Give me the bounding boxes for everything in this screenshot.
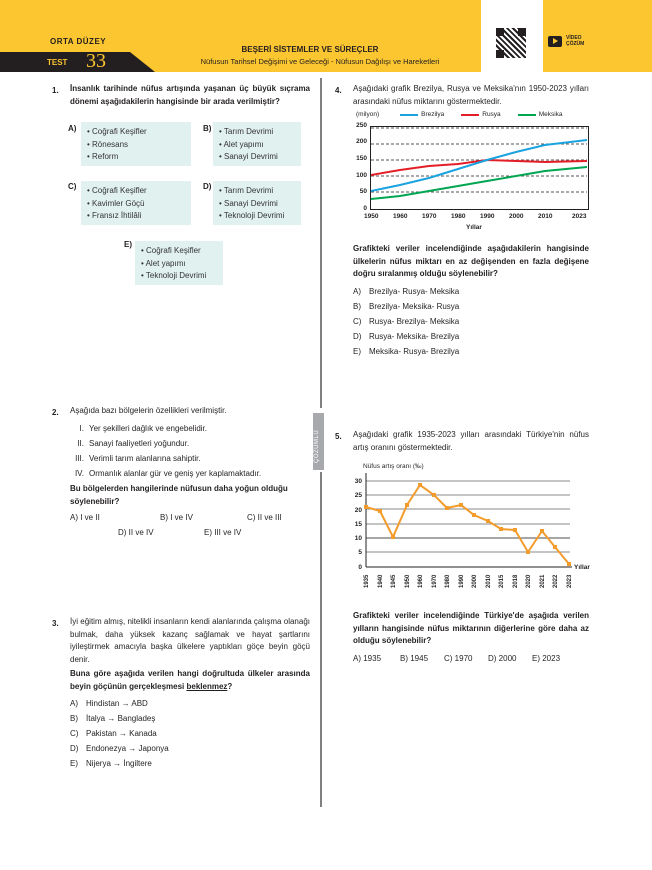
choice-e[interactable]: E) Meksika- Rusya- Brezilya [353, 347, 460, 356]
svg-text:5: 5 [358, 549, 362, 556]
svg-text:2018: 2018 [513, 574, 519, 588]
test-label: TEST [47, 58, 68, 67]
svg-text:2010: 2010 [486, 574, 492, 588]
population-chart-plot [371, 127, 587, 208]
question-number: 3. [52, 619, 59, 628]
question-number: 4. [335, 86, 342, 95]
question-intro: Aşağıdaki grafik 1935-2023 yılları arasındaki Türkiye'nin nüfus artış oranını göstermektedir. [353, 430, 589, 452]
svg-text:Yıllar: Yıllar [574, 564, 590, 571]
svg-text:1940: 1940 [378, 574, 384, 588]
option-letter[interactable]: B) [203, 124, 212, 133]
y-tick: 0 [363, 205, 367, 212]
statement: I. Yer şekilleri dağlık ve engebelidir. [79, 424, 207, 433]
choice-a[interactable]: A) 1935 [353, 654, 382, 663]
x-tick: 1950 [364, 213, 379, 220]
solution-label: ÇÖZÜM [566, 41, 585, 47]
unit-title: BEŞERİ SİSTEMLER VE SÜREÇLER [241, 45, 379, 54]
choice-e[interactable]: E) Nijerya → İngiltere [70, 759, 152, 768]
legend-swatch-mexico [518, 114, 536, 116]
svg-text:1970: 1970 [432, 574, 438, 588]
choice-d[interactable]: D) Rusya- Meksika- Brezilya [353, 332, 460, 341]
population-chart [370, 126, 589, 210]
choice-a[interactable]: A) Hindistan → ABD [70, 699, 148, 708]
statement-list [70, 421, 310, 481]
svg-text:10: 10 [354, 535, 362, 542]
question-text: Bu bölgelerden hangilerinde nüfusun daha yoğun olduğu söylenebilir? [70, 484, 288, 506]
option-letter[interactable]: C) [68, 182, 77, 191]
growth-rate-chart [352, 472, 592, 602]
svg-text:20: 20 [354, 507, 362, 514]
option-item: • Fransız İhtilâli [87, 211, 142, 220]
column-divider [320, 472, 322, 807]
choice-c[interactable]: C) Pakistan → Kanada [70, 729, 157, 738]
option-letter[interactable]: D) [203, 182, 212, 191]
question-number: 2. [52, 408, 59, 417]
svg-text:15: 15 [354, 521, 362, 528]
legend-swatch-brazil [400, 114, 418, 116]
y-axis-unit: (milyon) [356, 111, 380, 118]
question-text: Grafikteki veriler incelendiğinde aşağıdakilerin hangisinde ülkelerin nüfus miktarı en az değişenden en fazla değişene doğru sıralanmış olduğu söylenebilir? [353, 244, 589, 278]
statement: III. Verimli tarım alanlarına sahiptir. [75, 454, 201, 463]
svg-text:2023: 2023 [567, 574, 573, 588]
y-tick: 200 [356, 138, 367, 145]
y-tick: 150 [356, 155, 367, 162]
option-item: • Alet yapımı [141, 258, 186, 268]
option-letter[interactable]: A) [68, 124, 77, 133]
statement: IV. Ormanlık alanlar gür ve geniş yer kaplamaktadır. [74, 469, 262, 478]
option-item: • Tarım Devrimi [219, 186, 274, 195]
x-tick: 2010 [538, 213, 553, 220]
choice-b[interactable]: B) 1945 [400, 654, 429, 663]
option-item: • Reform [87, 152, 119, 161]
svg-text:1960: 1960 [418, 574, 424, 588]
question-intro: Aşağıdaki grafik Brezilya, Rusya ve Meksika'nın 1950-2023 yılları arasındaki nüfus miktarını göstermektedir. [353, 84, 589, 106]
svg-text:1945: 1945 [391, 574, 397, 588]
svg-text:2022: 2022 [553, 574, 559, 588]
choice-d[interactable]: D) II ve IV [118, 528, 154, 537]
question-text: İnsanlık tarihinde nüfus artışında yaşanan üç büyük sıçrama dönemi aşağıdakilerin hangisinde bir arada verilmiştir? [70, 84, 310, 106]
choice-c[interactable]: C) II ve III [247, 513, 282, 522]
option-item: • Teknoloji Devrimi [141, 271, 207, 280]
legend-swatch-russia [461, 114, 479, 116]
y-axis-label: Nüfus artış oranı (‰) [363, 463, 424, 470]
svg-text:1990: 1990 [459, 574, 465, 588]
x-tick: 2000 [509, 213, 524, 220]
svg-text:1980: 1980 [445, 574, 451, 588]
question-text: Buna göre aşağıda verilen hangi doğrultuda ülkeler arasında beyin göçünün gerçekleşmesi beklenmez? [70, 669, 310, 691]
column-divider [320, 78, 322, 408]
option-item: • Sanayi Devrimi [219, 198, 278, 208]
growth-rate-chart-plot [352, 472, 592, 602]
option-a-box[interactable] [81, 122, 191, 166]
option-item: • Rönesans [87, 139, 129, 149]
option-item: • Tarım Devrimi [219, 127, 274, 136]
x-tick: 2023 [572, 213, 587, 220]
choice-c[interactable]: C) Rusya- Brezilya- Meksika [353, 317, 460, 326]
y-tick: 50 [359, 188, 367, 195]
statement: II. Sanayi faaliyetleri yoğundur. [77, 439, 190, 448]
svg-text:2015: 2015 [499, 574, 505, 588]
play-icon [548, 36, 562, 47]
y-tick: 100 [356, 172, 367, 179]
choice-b[interactable]: B) İtalya → Bangladeş [70, 714, 156, 723]
x-tick: 1960 [393, 213, 408, 220]
choice-e[interactable]: E) III ve IV [204, 528, 242, 537]
option-item: • Coğrafi Keşifler [87, 186, 147, 195]
option-letter[interactable]: E) [124, 240, 132, 249]
choice-e[interactable]: E) 2023 [532, 654, 561, 663]
svg-text:30: 30 [354, 478, 362, 485]
difficulty-level: ORTA DÜZEY [50, 37, 107, 46]
option-c-box[interactable] [81, 181, 191, 225]
choice-d[interactable]: D) Endonezya → Japonya [70, 744, 169, 753]
svg-text:2021: 2021 [540, 574, 546, 588]
y-tick: 250 [356, 122, 367, 129]
x-tick: 1980 [451, 213, 466, 220]
unit-subtitle: Nüfusun Tarihsel Değişimi ve Geleceği - Nüfusun Dağılışı ve Hareketleri [200, 57, 440, 66]
choice-a[interactable]: A) Brezilya- Rusya- Meksika [353, 287, 460, 296]
option-item: • Sanayi Devrimi [219, 152, 278, 161]
svg-text:1935: 1935 [364, 574, 370, 588]
question-number: 5. [335, 432, 342, 441]
question-number: 1. [52, 86, 59, 95]
svg-text:25: 25 [354, 492, 362, 499]
question-intro: Aşağıda bazı bölgelerin özellikleri verilmiştir. [70, 406, 227, 415]
test-number: 33 [86, 50, 106, 72]
x-tick: 1970 [422, 213, 437, 220]
qr-code-icon[interactable] [496, 28, 526, 58]
svg-text:1950: 1950 [405, 574, 411, 588]
option-e-box[interactable] [135, 241, 223, 285]
option-item: • Alet yapımı [219, 139, 264, 149]
video-solution-button[interactable] [548, 35, 584, 47]
option-item: • Teknoloji Devrimi [219, 211, 285, 220]
choice-b[interactable]: B) I ve IV [160, 513, 193, 522]
choice-a[interactable]: A) I ve II [70, 513, 100, 522]
question-intro: İyi eğitim almış, nitelikli insanların kendi alanlarında çalışma olanağı bulmak, daha yüksek kazanç sağlamak ve hayat şartlarını iyileştirmek amacıyla başka ülkelere yaptıkları göçe beyin göçü denir. [70, 617, 310, 664]
option-item: • Coğrafi Keşifler [87, 127, 147, 136]
test-banner [0, 52, 155, 72]
video-label: VİDEO [566, 35, 582, 41]
side-tab [313, 413, 324, 470]
x-axis-label: Yıllar [466, 224, 482, 231]
option-b-box[interactable] [213, 122, 301, 166]
choice-b[interactable]: B) Brezilya- Meksika- Rusya [353, 302, 460, 311]
choice-c[interactable]: C) 1970 [444, 654, 473, 663]
option-item: • Coğrafi Keşifler [141, 246, 201, 255]
svg-text:2020: 2020 [526, 574, 532, 588]
chart-legend: (milyon) Brezilya Rusya Meksika [356, 111, 563, 118]
svg-text:2000: 2000 [472, 574, 478, 588]
option-d-box[interactable] [213, 181, 301, 225]
side-tab-label: ÇÖZÜMLÜ [314, 429, 320, 463]
choice-d[interactable]: D) 2000 [488, 654, 517, 663]
svg-text:0: 0 [358, 564, 362, 571]
x-tick: 1990 [480, 213, 495, 220]
question-text: Grafikteki veriler incelendiğinde Türkiye'de aşağıda verilen yılların hangisinde nüfus miktarının diğerlerine göre daha az olduğu söylenebilir? [353, 611, 589, 645]
option-item: • Kavimler Göçü [87, 198, 145, 208]
